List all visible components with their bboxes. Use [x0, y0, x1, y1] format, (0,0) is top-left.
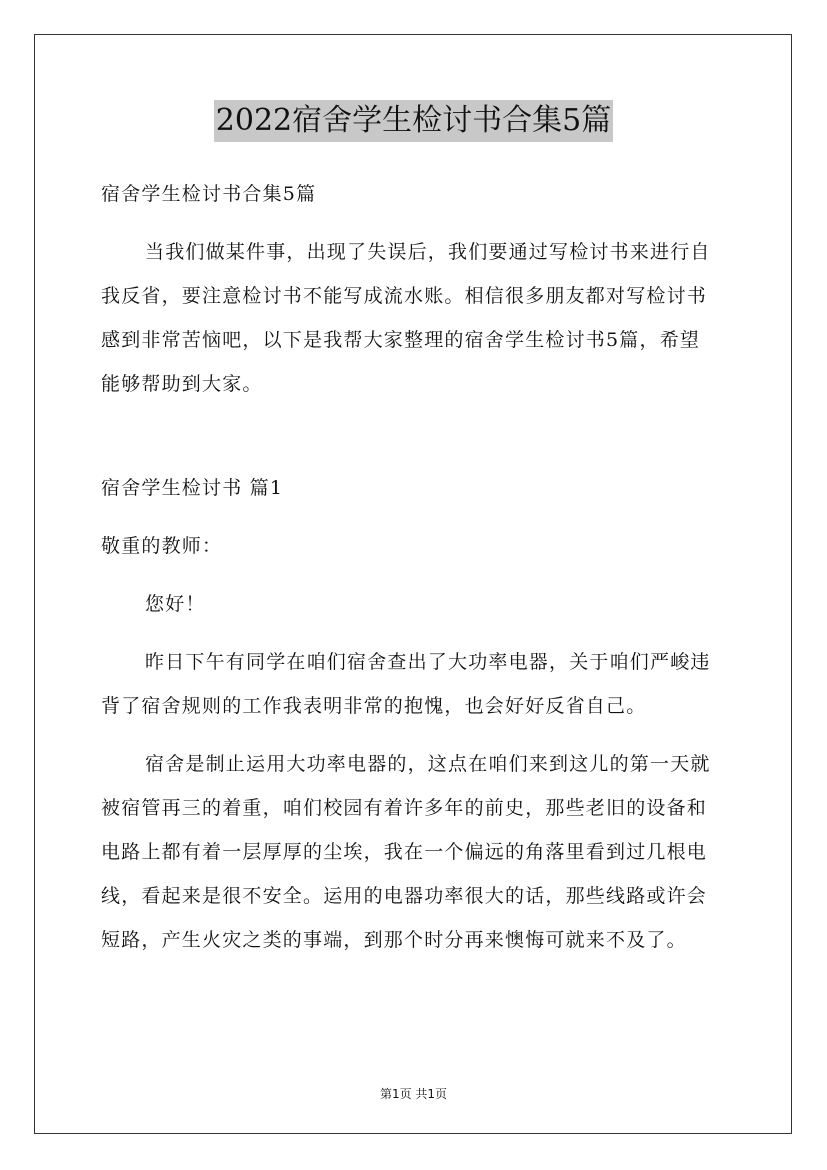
- intro-line: 能够帮助到大家。: [101, 373, 263, 395]
- title-container: [0, 100, 827, 142]
- greeting: 您好！: [145, 593, 206, 615]
- page-footer: 第1页 共1页: [379, 1087, 448, 1101]
- document-title: 2022宿舍学生检讨书合集5篇: [214, 100, 613, 142]
- intro-line: 当我们做某件事，出现了失误后，我们要通过写检讨书来进行自: [145, 241, 711, 263]
- paragraph-line: 电路上都有着一层厚厚的尘埃，我在一个偏远的角落里看到过几根电: [101, 841, 708, 863]
- document-body: [101, 172, 728, 976]
- paragraph-line: 昨日下午有同学在咱们宿舍查出了大功率电器，关于咱们严峻违: [145, 651, 711, 673]
- paragraph-line: 背了宿舍规则的工作我表明非常的抱愧，也会好好反省自己。: [101, 695, 647, 717]
- paragraph-line: 被宿管再三的着重，咱们校园有着许多年的前史，那些老旧的设备和: [101, 797, 708, 819]
- document-subtitle: 宿舍学生检讨书合集5篇: [101, 183, 317, 205]
- paragraph-1: [101, 640, 728, 728]
- intro-line: 我反省，要注意检讨书不能写成流水账。相信很多朋友都对写检讨书: [101, 285, 708, 307]
- paragraph-line: 短路，产生火灾之类的事端，到那个时分再来懊悔可就来不及了。: [101, 929, 687, 951]
- paragraph-line: 宿舍是制止运用大功率电器的，这点在咱们来到这儿的第一天就: [145, 753, 711, 775]
- paragraph-line: 线，看起来是很不安全。运用的电器功率很大的话，那些线路或许会: [101, 885, 708, 907]
- intro-paragraph: [101, 230, 728, 406]
- section-title: 宿舍学生检讨书 篇1: [101, 477, 284, 499]
- paragraph-2: [101, 742, 728, 962]
- salutation: 敬重的教师：: [101, 535, 223, 557]
- intro-line: 感到非常苦恼吧，以下是我帮大家整理的宿舍学生检讨书5篇，希望: [101, 329, 701, 351]
